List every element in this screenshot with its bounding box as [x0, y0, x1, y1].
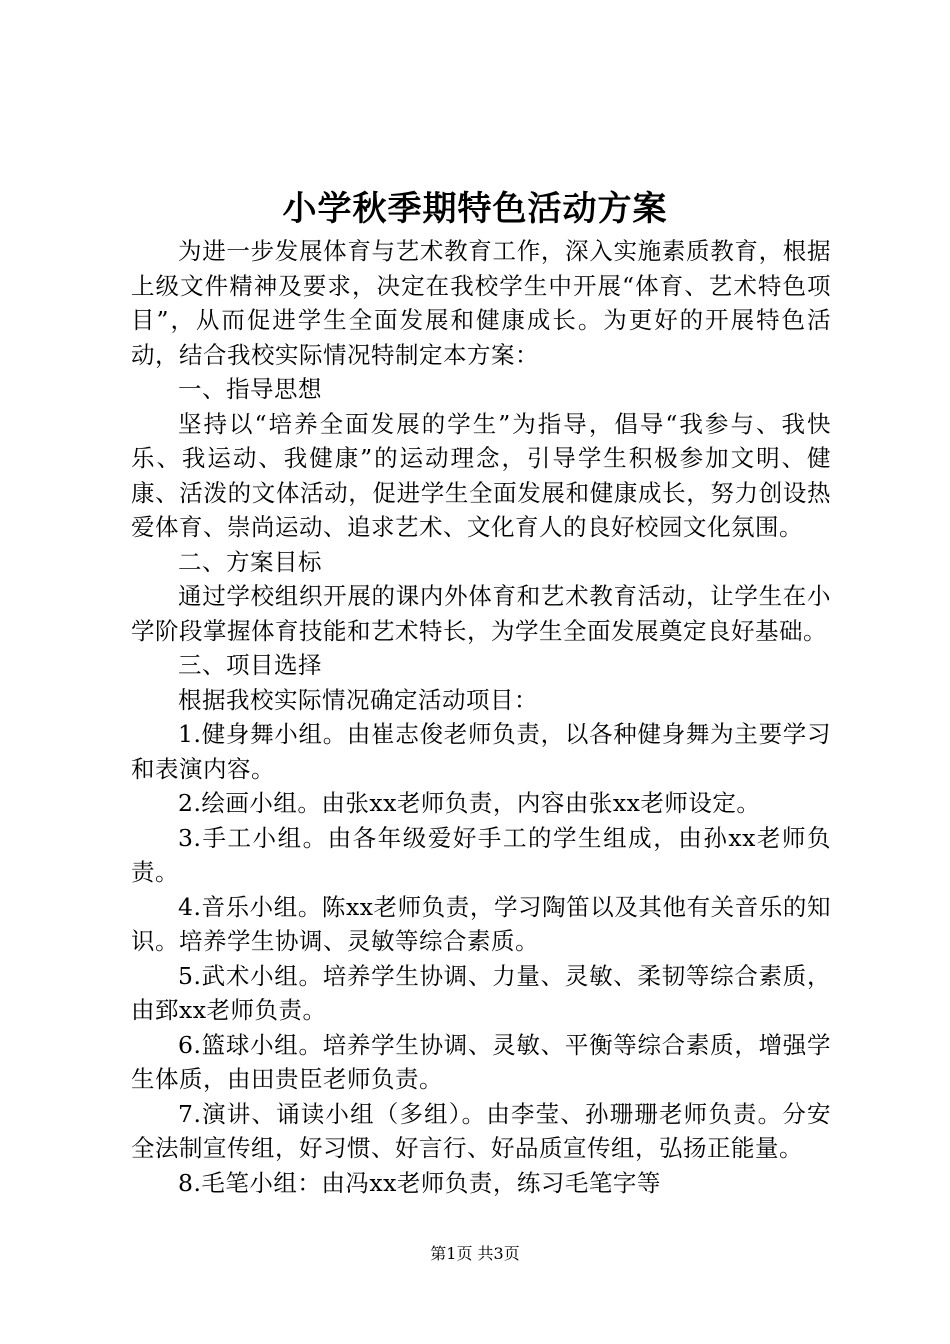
page-footer: 第1页 共3页	[430, 1244, 520, 1263]
project-item-3: 3.手工小组。由各年级爱好手工的学生组成，由孙xx老师负责。	[131, 823, 831, 886]
section-heading-goals: 二、方案目标	[178, 547, 322, 576]
project-item-7: 7.演讲、诵读小组（多组）。由李莹、孙珊珊老师负责。分安全法制宣传组，好习惯、好言行、好品质宣传组，弘扬正能量。	[131, 1099, 831, 1162]
section-heading-guiding-ideology: 一、指导思想	[178, 375, 322, 403]
project-item-2: 2.绘画小组。由张xx老师负责，内容由张xx老师设定。	[178, 789, 761, 817]
project-item-5: 5.武术小组。培养学生协调、力量、灵敏、柔韧等综合素质，由郅xx老师负责。	[131, 961, 831, 1024]
section-heading-project-selection: 三、项目选择	[178, 651, 322, 679]
project-item-1: 1.健身舞小组。由崔志俊老师负责，以各种健身舞为主要学习和表演内容。	[131, 720, 831, 783]
project-item-4: 4.音乐小组。陈xx老师负责，学习陶笛以及其他有关音乐的知识。培养学生协调、灵敏等综合素质。	[131, 892, 831, 955]
guiding-ideology-paragraph: 坚持以“培养全面发展的学生”为指导，倡导“我参与、我快乐、我运动、我健康”的运动理念，引导学生积极参加文明、健康、活泼的文体活动，促进学生全面发展和健康成长，努力创设热爱体育、崇尚运动、追求艺术、文化育人的良好校园文化氛围。	[131, 409, 831, 541]
project-item-8: 8.毛笔小组：由冯xx老师负责，练习毛笔字等	[178, 1168, 661, 1197]
intro-paragraph: 为进一步发展体育与艺术教育工作，深入实施素质教育，根据上级文件精神及要求，决定在我校学生中开展“体育、艺术特色项目”，从而促进学生全面发展和健康成长。为更好的开展特色活动，结合我校实际情况特制定本方案：	[131, 237, 831, 369]
document-body	[131, 234, 831, 1200]
goals-paragraph: 通过学校组织开展的课内外体育和艺术教育活动，让学生在小学阶段掌握体育技能和艺术特长，为学生全面发展奠定良好基础。	[131, 582, 831, 645]
project-selection-intro: 根据我校实际情况确定活动项目：	[178, 685, 538, 714]
document-title: 小学秋季期特色活动方案	[282, 189, 668, 229]
project-item-6: 6.篮球小组。培养学生协调、灵敏、平衡等综合素质，增强学生体质，由田贵臣老师负责。	[131, 1030, 831, 1093]
